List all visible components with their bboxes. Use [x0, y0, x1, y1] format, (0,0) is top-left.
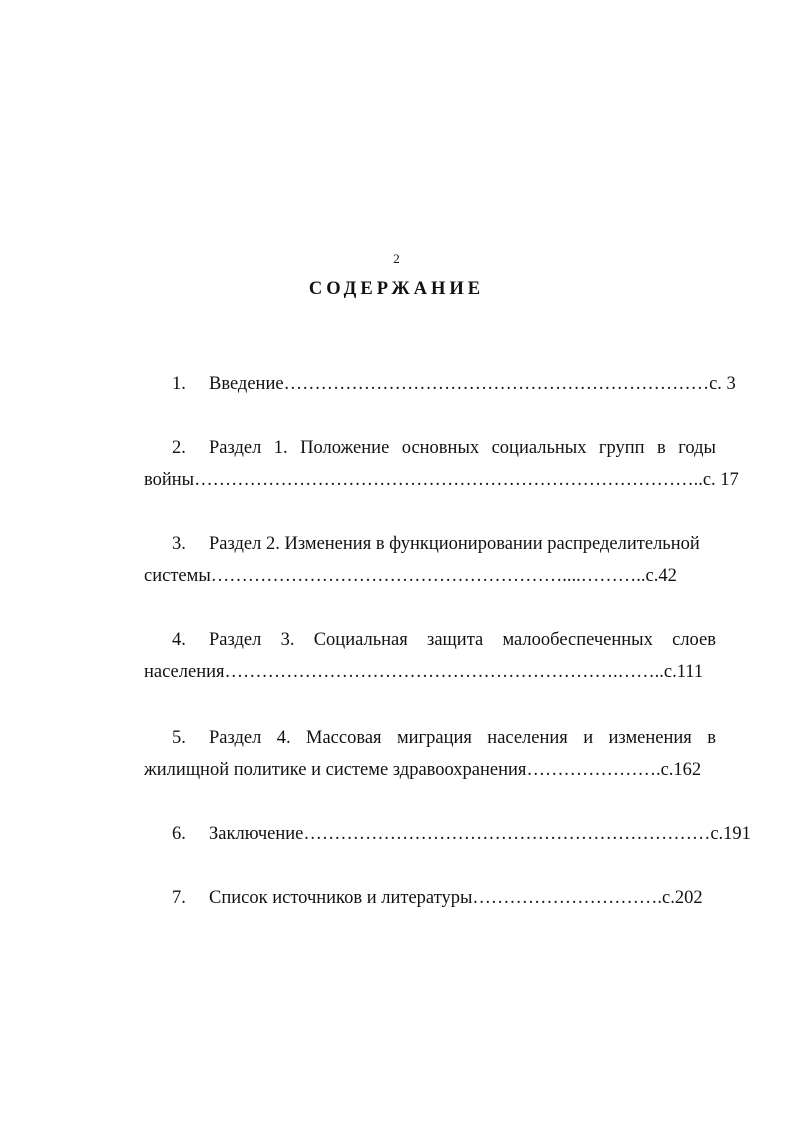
toc-word: Раздел — [209, 630, 262, 650]
toc-word: Массовая — [306, 728, 382, 748]
toc-entry-line — [144, 722, 716, 754]
toc-entry-line — [144, 432, 716, 464]
toc-entry-title — [209, 624, 716, 656]
toc-word: Раздел — [209, 438, 262, 458]
toc-entry-number: 1. — [172, 374, 186, 394]
toc-entry-number: 6. — [172, 824, 186, 844]
toc-entry-continuation: населения……………………………………………………….……..с.111 — [144, 662, 704, 682]
toc-word: Раздел — [209, 728, 262, 748]
page-number: 2 — [393, 251, 400, 266]
toc-entry-title — [209, 722, 716, 754]
toc-entry-title: Заключение…………………………………………………………с.191 — [209, 824, 751, 844]
toc-word: защита — [427, 630, 484, 650]
toc-word: малообеспеченных — [502, 630, 653, 650]
toc-entry-title: Введение……………………………………………………………с. 3 — [209, 374, 736, 394]
toc-entry-title: Раздел 2. Изменения в функционировании распределительной — [209, 534, 700, 554]
toc-word: 3. — [280, 630, 295, 650]
toc-word: населения — [487, 728, 568, 748]
toc-entry — [144, 882, 716, 914]
toc-entry-line — [144, 882, 716, 914]
toc-word: социальных — [491, 438, 587, 458]
toc-word: слоев — [672, 630, 716, 650]
toc-word: Положение — [300, 438, 390, 458]
toc-entry-number: 2. — [172, 438, 186, 458]
toc-entry-title: Список источников и литературы………………………….с.202 — [209, 888, 703, 908]
toc-heading: СОДЕРЖАНИЕ — [308, 279, 485, 299]
toc-word: 1. — [273, 438, 288, 458]
toc-entry-line — [144, 624, 716, 656]
toc-word: миграция — [396, 728, 472, 748]
toc-entry-line — [144, 528, 716, 560]
toc-entry-line — [144, 818, 751, 850]
toc-word: и — [583, 728, 594, 748]
toc-entry-line — [144, 368, 736, 400]
toc-entry — [144, 722, 716, 786]
toc-word: групп — [598, 438, 645, 458]
toc-word: в — [657, 438, 666, 458]
toc-entry-continuation: войны………………………………………………………………………..с. 17 — [144, 470, 739, 490]
toc-word: Социальная — [313, 630, 408, 650]
toc-entry-number: 5. — [172, 728, 186, 748]
toc-word: 4. — [276, 728, 291, 748]
toc-entry-title — [209, 432, 716, 464]
toc-entry-number: 4. — [172, 630, 186, 650]
toc-entry-number: 7. — [172, 888, 186, 908]
toc-entry — [144, 368, 736, 400]
toc-entry — [144, 432, 739, 496]
toc-entry-continuation: жилищной политике и системе здравоохранения………………….с.162 — [144, 760, 702, 780]
toc-entry-continuation: системы…………………………………………………....………..с.42 — [144, 566, 677, 586]
toc-entry-number: 3. — [172, 534, 186, 554]
toc-entry — [144, 624, 716, 688]
toc-word: в — [707, 728, 716, 748]
toc-word: изменения — [608, 728, 692, 748]
toc-word: годы — [678, 438, 716, 458]
toc-entry — [144, 818, 751, 850]
toc-word: основных — [401, 438, 480, 458]
toc-entry — [144, 528, 716, 592]
